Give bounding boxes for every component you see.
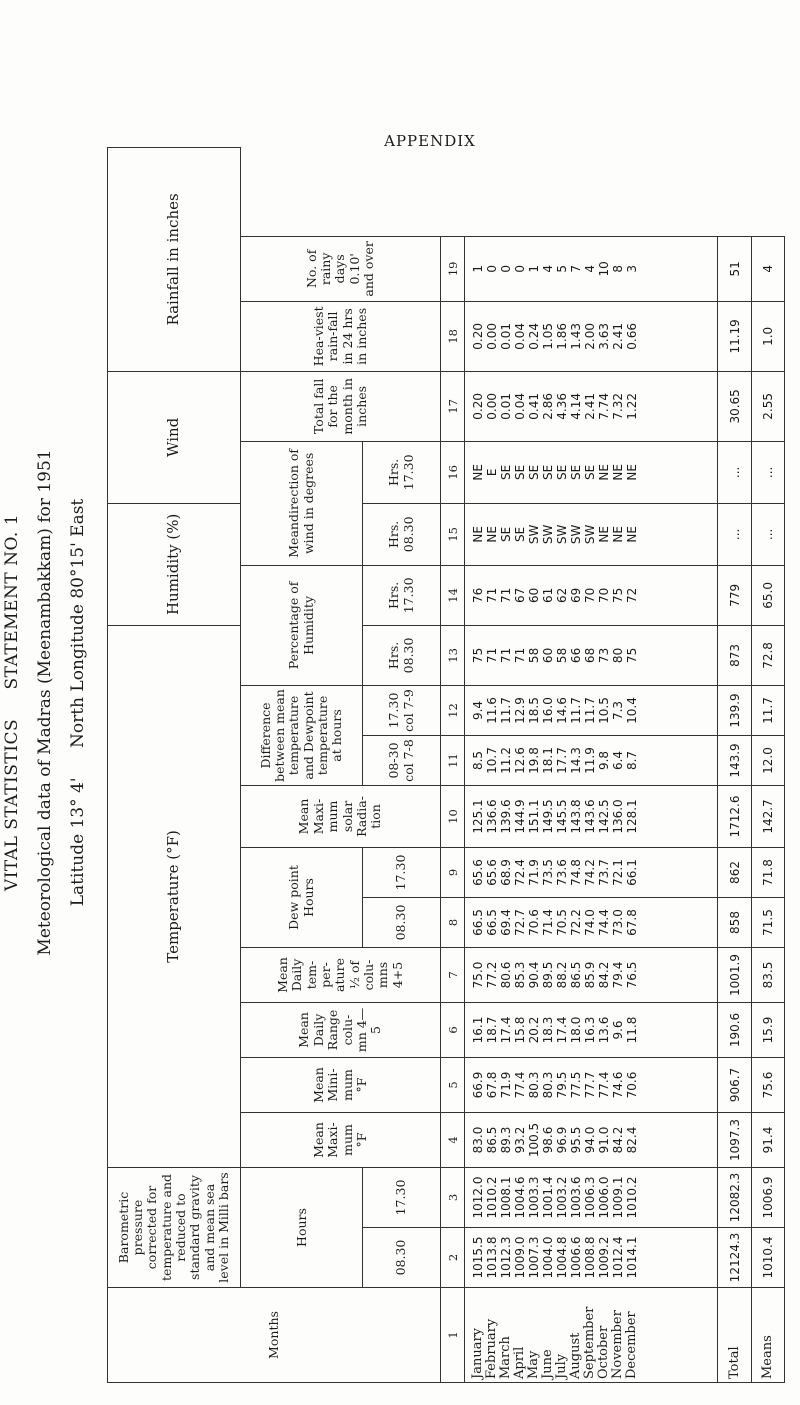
humidity-group-header: Humidity (%)	[108, 503, 241, 625]
daily-range-header: Mean Daily Range colu-mn 4—5	[241, 1002, 441, 1057]
dew-hours-label: Hours	[300, 878, 316, 917]
column-number: 7	[440, 947, 464, 1002]
column-number: 12	[440, 685, 464, 735]
means-wind-0830: ...	[751, 503, 784, 565]
total-dew-1730: 862	[718, 847, 751, 897]
means-rainy-days: 4	[751, 236, 784, 301]
means-label: Means	[751, 1288, 784, 1383]
side-titles	[0, 0, 100, 1405]
column-number: 10	[440, 785, 464, 847]
total-mean-max: 1097.3	[718, 1112, 751, 1167]
total-rainy-days: 51	[718, 236, 751, 301]
wind-1730-values: NE E SE SE SE SE SE SE SE NE NE NE	[465, 441, 718, 503]
means-diff-0830: 12.0	[751, 735, 784, 785]
column-number: 1	[440, 1288, 464, 1383]
total-daily-temp: 1001.9	[718, 947, 751, 1002]
wind-0830-values: NE NE SE SE SW SW SW SW SW NE NE NE	[465, 503, 718, 565]
means-mean-max: 91.4	[751, 1112, 784, 1167]
column-number: 8	[440, 897, 464, 947]
heaviest-values: 0.20 0.00 0.01 0.04 0.24 1.05 1.86 1.43 2.00 3.63 2.41 0.66	[465, 301, 718, 371]
wind-group-header: Wind	[108, 371, 241, 503]
total-hum-1730: 779	[718, 565, 751, 625]
diff-1730-header: 17.30 col 7-9	[363, 685, 441, 735]
means-hum-0830: 72.8	[751, 625, 784, 685]
meteorological-table	[107, 147, 785, 1383]
column-number: 14	[440, 565, 464, 625]
hum-0830-header: Hrs. 08.30	[363, 625, 441, 685]
total-wind-0830: ...	[718, 503, 751, 565]
rainfall-group-header: Rainfall in inches	[108, 148, 241, 372]
column-number: 9	[440, 847, 464, 897]
rainy-days-header: No. of rainy days 0.10' and over	[241, 236, 441, 301]
hum-0830-values: 75 71 71 71 58 60 58 66 68 73 80 75	[465, 625, 718, 685]
total-baro-1730: 12082.3	[718, 1167, 751, 1227]
daily-temp-values: 75.0 77.2 80.6 85.3 90.4 89.5 88.2 86.5 85.9 84.2 79.4 76.5	[465, 947, 718, 1002]
total-diff-1730: 139.9	[718, 685, 751, 735]
means-daily-temp: 83.5	[751, 947, 784, 1002]
mean-direction-header: Meandirection of wind in degrees	[241, 441, 363, 565]
statement-title	[2, 0, 22, 1405]
total-daily-range: 190.6	[718, 1002, 751, 1057]
hum-1730-header: Hrs. 17.30	[363, 565, 441, 625]
longitude: North Longitude 80°15' East	[68, 498, 88, 749]
means-dew-0830: 71.5	[751, 897, 784, 947]
total-mean-min: 906.7	[718, 1057, 751, 1112]
means-dew-1730: 71.8	[751, 847, 784, 897]
temperature-group-header: Temperature (°F)	[108, 625, 241, 1167]
column-number: 19	[440, 236, 464, 301]
means-total-fall: 2.55	[751, 371, 784, 441]
means-solar: 142.7	[751, 785, 784, 847]
total-baro-0830: 12124.3	[718, 1228, 751, 1288]
column-number: 15	[440, 503, 464, 565]
diff-0830-header: 08-30 col 7-8	[363, 735, 441, 785]
diff-1730-values: 9.4 11.6 11.7 12.9 18.5 16.0 14.6 11.7 11.7 10.5 7.3 10.4	[465, 685, 718, 735]
diff-0830-values: 8.5 10.7 11.2 12.6 19.8 18.1 17.7 14.3 11.9 9.8 6.4 8.7	[465, 735, 718, 785]
mean-min-header: Mean Mini-mum °F	[241, 1057, 441, 1112]
latitude: Latitude 13° 4'	[68, 777, 88, 907]
total-wind-1730: ...	[718, 441, 751, 503]
difference-header: Difference between mean temperature and Dewpoint temperature at hours	[241, 685, 363, 785]
total-solar: 1712.6	[718, 785, 751, 847]
table-title: Meteorological data of Madras (Meenambakkam) for 1951	[35, 449, 55, 956]
coordinates	[68, 0, 88, 1405]
daily-range-values: 16.1 18.7 17.4 15.8 20.2 18.3 17.4 18.0 16.3 13.6 9.6 11.8	[465, 1002, 718, 1057]
barometric-group-header: Barometric pressure corrected for temperature and reduced to standard gravity and mean sea level in Milli bars	[108, 1167, 241, 1287]
dew-0830-header: 08.30	[363, 897, 441, 947]
column-number: 16	[440, 441, 464, 503]
dew-1730-header: 17.30	[363, 847, 441, 897]
means-diff-1730: 11.7	[751, 685, 784, 735]
baro-hours-header: Hours	[241, 1167, 363, 1287]
column-number: 11	[440, 735, 464, 785]
means-mean-min: 75.6	[751, 1057, 784, 1112]
baro-0830-header: 08.30	[363, 1228, 441, 1288]
mean-min-values: 66.9 67.8 71.9 77.4 80.3 80.3 79.5 77.5 77.7 77.4 74.6 70.6	[465, 1057, 718, 1112]
rainy-days-values: 1 0 0 0 1 4 5 7 4 10 8 3	[465, 236, 718, 301]
dew-1730-values: 65.6 65.6 68.9 72.4 71.9 73.5 73.6 74.8 74.2 73.7 72.1 66.1	[465, 847, 718, 897]
baro-1730-header: 17.30	[363, 1167, 441, 1227]
column-number: 4	[440, 1112, 464, 1167]
meteorological-table-wrapper	[107, 147, 785, 1383]
vital-statistics-heading: VITAL STATISTICS	[2, 718, 22, 892]
column-number: 18	[440, 301, 464, 371]
total-heaviest: 11.19	[718, 301, 751, 371]
solar-values: 125.1 136.6 139.6 144.9 151.1 149.5 145.5 143.8 143.6 142.5 136.0 128.1	[465, 785, 718, 847]
means-heaviest: 1.0	[751, 301, 784, 371]
total-hum-0830: 873	[718, 625, 751, 685]
dew-point-header	[241, 847, 363, 947]
column-number: 2	[440, 1228, 464, 1288]
dew-0830-values: 66.5 66.5 69.4 72.7 70.6 71.4 70.5 72.2 74.0 74.4 73.0 67.8	[465, 897, 718, 947]
pct-humidity-header: Percentage of Humidity	[241, 565, 363, 685]
months-column: January February March April May June July August September October November December	[465, 1288, 718, 1383]
daily-temp-header: Mean Daily tem-per-ature ½ of colu-mns 4+5	[241, 947, 441, 1002]
total-fall-values: 0.20 0.00 0.01 0.04 0.41 2.86 4.36 4.14 2.41 7.74 7.32 1.22	[465, 371, 718, 441]
wind-0830-header: Hrs. 08.30	[363, 503, 441, 565]
column-number: 6	[440, 1002, 464, 1057]
means-daily-range: 15.9	[751, 1002, 784, 1057]
means-hum-1730: 65.0	[751, 565, 784, 625]
baro-1730-values: 1012.0 1010.2 1008.1 1004.6 1003.3 1001.4 1003.2 1003.6 1006.3 1006.0 1009.1 1010.2	[465, 1167, 718, 1227]
total-total-fall: 30.65	[718, 371, 751, 441]
solar-header: Mean Maxi-mum solar Radia-tion	[241, 785, 441, 847]
months-header: Months	[108, 1288, 441, 1383]
column-number: 13	[440, 625, 464, 685]
mean-max-values: 83.0 86.5 89.3 93.2 100.5 98.6 96.9 95.5 94.0 91.0 84.2 82.4	[465, 1112, 718, 1167]
wind-1730-header: Hrs. 17.30	[363, 441, 441, 503]
column-number: 3	[440, 1167, 464, 1227]
total-diff-0830: 143.9	[718, 735, 751, 785]
page-header: APPENDIX	[384, 132, 476, 150]
heaviest-header: Hea-viest rain-fall in 24 hrs in inches	[241, 301, 441, 371]
column-number: 17	[440, 371, 464, 441]
means-wind-1730: ...	[751, 441, 784, 503]
total-dew-0830: 858	[718, 897, 751, 947]
hum-1730-values: 76 71 71 67 60 61 62 69 70 70 75 72	[465, 565, 718, 625]
dew-point-label: Dew point	[286, 865, 302, 930]
means-baro-0830: 1010.4	[751, 1228, 784, 1288]
statement-number: STATEMENT NO. 1	[2, 513, 22, 690]
column-number: 5	[440, 1057, 464, 1112]
total-fall-header: Total fall for the month in inches	[241, 371, 441, 441]
total-label: Total	[718, 1288, 751, 1383]
means-baro-1730: 1006.9	[751, 1167, 784, 1227]
mean-max-header: Mean Maxi-mum °F	[241, 1112, 441, 1167]
baro-0830-values: 1015.5 1013.8 1012.3 1009.0 1007.3 1004.0 1004.8 1006.6 1008.8 1009.2 1012.4 1014.1	[465, 1228, 718, 1288]
